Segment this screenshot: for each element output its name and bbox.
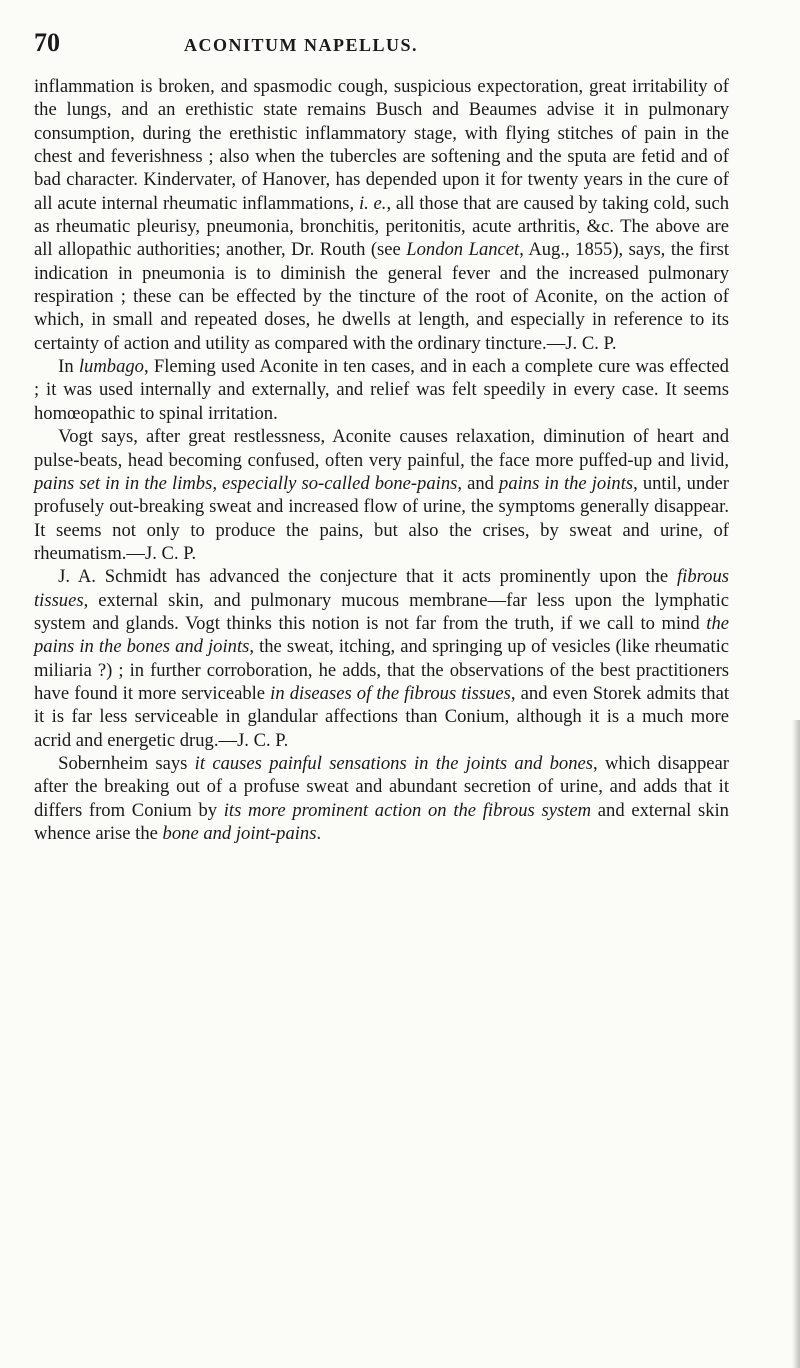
text-run: , Aug., 1855), says, the first indication in pneumonia is to diminish the general fever and the increased pulmonary respiration ; these can be effected by the tincture of the root of Aconite, on the action of which, in small and repeated doses, he dwells at length, and especially in reference to its certainty of action and utility as compared with the ordinary tincture.—J. C. P. bbox=[34, 239, 729, 354]
text-run: , until, under profusely out-breaking sweat and increased flow of urine, the symptoms generally disappear. It seems not only to produce the pains, but also the crises, by sweat and urine, of rheumatism.—J. C. P. bbox=[34, 472, 729, 564]
text-run: , which disappear after the breaking out of a profuse sweat and abundant secretion of urine, and adds that it differs from Conium by bbox=[34, 752, 729, 821]
paragraph bbox=[34, 355, 729, 425]
text-run: , external skin, and pulmonary mucous membrane—far less upon the lymphatic system and glands. Vogt thinks this notion is not far from the truth, if we call to mind bbox=[34, 589, 729, 634]
italic-text: the pains in the bones and joints bbox=[34, 612, 729, 658]
running-head: ACONITUM NAPELLUS. bbox=[184, 35, 419, 55]
text-run: In bbox=[58, 356, 79, 378]
text-run: Vogt says, after great restlessness, Aconite causes relaxation, diminution of heart and pulse-beats, head becoming confused, often very painful, the face more puffed-up and livid, bbox=[34, 426, 729, 471]
text-run: , and even Storek admits that it is far less serviceable in glandular affections than Conium, although it is a much more acrid and energetic drug.—J. C. P. bbox=[34, 682, 730, 751]
text-run: , and bbox=[457, 472, 500, 494]
text-run: , the sweat, itching, and springing up of vesicles (like rheumatic miliaria ?) ; in further corroboration, he adds, that the observations of the best practitioners have found it more serviceable bbox=[34, 636, 729, 704]
italic-text: pains in the joints bbox=[499, 472, 634, 494]
paragraph bbox=[34, 752, 729, 845]
text-run: inflammation is broken, and spasmodic cough, suspicious expectoration, great irritability of the lungs, and an erethistic state remains Busch and Beaumes advise it in pulmonary consumption, during the erethistic inflammatory stage, with flying stitches of pain in the chest and feverishness ; also when the tubercles are softening and the sputa are fetid and of bad character. Kindervater, of Hanover, has depended upon it for twenty years in the cure of all acute internal rheumatic inflammations, bbox=[34, 76, 729, 214]
page-number: 70 bbox=[34, 28, 60, 57]
text-run: . bbox=[316, 823, 322, 844]
text-run: J. A. Schmidt has advanced the conjecture that it acts prominently upon the bbox=[58, 566, 677, 588]
text-run: , Fleming used Aconite in ten cases, and in each a complete cure was effected ; it was used internally and externally, and relief was felt speedily in every case. It seems homœopathic to spinal irritation. bbox=[34, 356, 729, 424]
italic-text: it causes painful sensations in the joints and bones bbox=[194, 752, 594, 774]
italic-text: i. e. bbox=[358, 192, 387, 214]
italic-text: pains set in in the limbs, especially so-called bone-pains bbox=[34, 472, 458, 494]
body-text bbox=[34, 75, 729, 845]
paragraph bbox=[34, 565, 729, 752]
italic-text: in diseases of the fibrous tissues bbox=[270, 682, 511, 704]
page-edge-shadow bbox=[792, 720, 800, 1368]
italic-text: lumbago bbox=[78, 356, 144, 378]
italic-text: fibrous tissues bbox=[34, 566, 729, 611]
text-run: and external skin whence arise the bbox=[34, 799, 729, 844]
italic-text: bone and joint-pains bbox=[162, 823, 317, 844]
paragraph bbox=[34, 425, 729, 565]
paragraph bbox=[34, 75, 729, 355]
text-run: Sobernheim says bbox=[58, 752, 195, 774]
text-run: , all those that are caused by taking cold, such as rheumatic pleurisy, pneumonia, bronchitis, peritonitis, acute arthritis, &c. The above are all allopathic authorities; another, Dr. Routh (see bbox=[34, 192, 729, 261]
page-header bbox=[34, 26, 724, 60]
italic-text: its more prominent action on the fibrous system bbox=[223, 799, 592, 821]
italic-text: London Lancet bbox=[406, 239, 520, 261]
